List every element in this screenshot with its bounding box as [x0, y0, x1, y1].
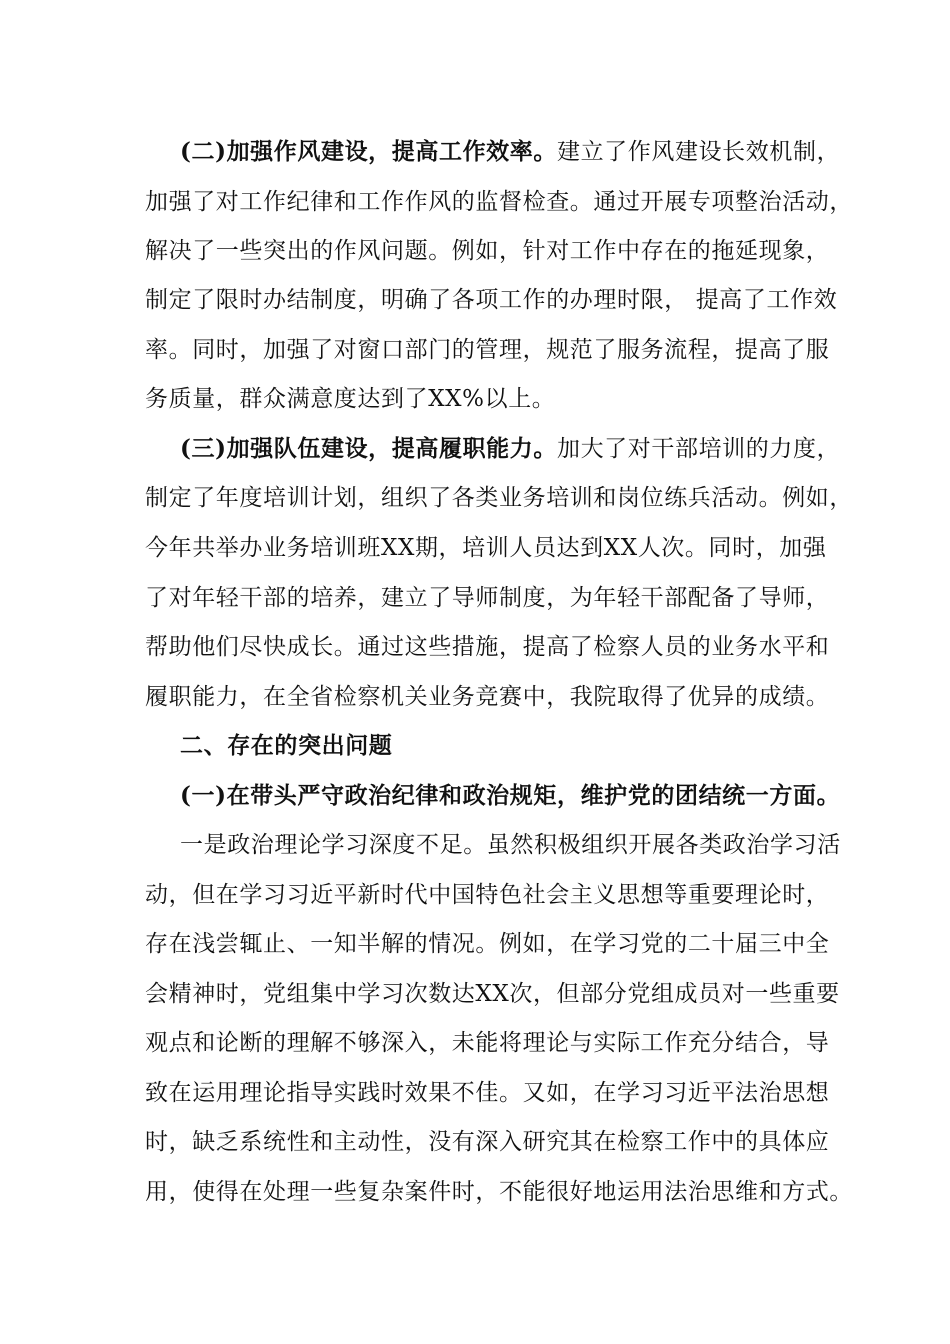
paragraph-line — [180, 137, 840, 167]
paragraph-line: 制定了年度培训计划，组织了各类业务培训和岗位练兵活动。例如， — [145, 485, 853, 511]
paragraph-line — [180, 434, 840, 464]
paragraph-line: 存在浅尝辄止、一知半解的情况。例如，在学习党的二十届三中全 — [145, 931, 830, 957]
paragraph-line: 解决了一些突出的作风问题。例如，针对工作中存在的拖延现象， — [145, 238, 830, 264]
paragraph-line: 加强了对工作纪律和工作作风的监督检查。通过开展专项整治活动， — [145, 189, 853, 215]
paragraph-line: 今年共举办业务培训班XX期，培训人员达到XX人次。同时，加强 — [145, 535, 827, 561]
paragraph-line: 了对年轻干部的培养，建立了导师制度，为年轻干部配备了导师， — [145, 585, 830, 611]
paragraph-line: 帮助他们尽快成长。通过这些措施，提高了检察人员的业务水平和 — [145, 634, 830, 660]
paragraph-line: 时，缺乏系统性和主动性，没有深入研究其在检察工作中的具体应 — [145, 1129, 830, 1155]
paragraph-line: 动，但在学习习近平新时代中国特色社会主义思想等重要理论时， — [145, 882, 830, 908]
paragraph-line: 履职能力，在全省检察机关业务竞赛中，我院取得了优异的成绩。 — [145, 684, 830, 710]
paragraph-line: 制定了限时办结制度，明确了各项工作的办理时限， 提高了工作效 — [145, 287, 838, 313]
body-text: 加大了对干部培训的力度， — [556, 436, 841, 462]
paragraph-line: 务质量，群众满意度达到了XX%以上。 — [145, 386, 556, 412]
chapter-heading: 二、存在的突出问题 — [180, 732, 393, 759]
paragraph-line: 一是政治理论学习深度不足。虽然积极组织开展各类政治学习活 — [180, 832, 841, 858]
paragraph-line: 率。同时，加强了对窗口部门的管理，规范了服务流程，提高了服 — [145, 337, 830, 363]
subsection-heading: (一)在带头严守政治纪律和政治规矩，维护党的团结统一方面。 — [180, 782, 841, 809]
body-text: 建立了作风建设长效机制， — [556, 139, 841, 165]
section-heading: (三)加强队伍建设，提高履职能力。 — [180, 435, 557, 462]
section-heading: (二)加强作风建设，提高工作效率。 — [180, 138, 557, 165]
paragraph-line: 会精神时，党组集中学习次数达XX次，但部分党组成员对一些重要 — [145, 981, 840, 1007]
paragraph-line: 致在运用理论指导实践时效果不佳。又如，在学习习近平法治思想 — [145, 1080, 830, 1106]
paragraph-line: 观点和论断的理解不够深入，未能将理论与实际工作充分结合，导 — [145, 1030, 830, 1056]
paragraph-line: 用，使得在处理一些复杂案件时，不能很好地运用法治思维和方式。 — [145, 1179, 853, 1205]
